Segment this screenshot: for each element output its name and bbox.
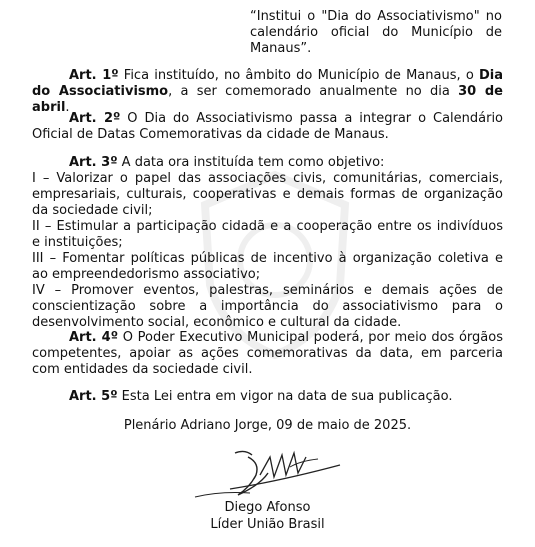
article-2-text: O Dia do Associativismo passa a integrar o Calendário Oficial de Datas Comemorativas da cidade de Manaus. — [32, 111, 504, 142]
article-3-item: IV – Promover eventos, palestras, seminários e demais ações de conscientização sobre a importância do associativismo para o desenvolvimento social, econômico e cultural da cidade. — [32, 283, 503, 330]
article-1-text-a: Fica instituído, no âmbito do Município de Manaus, o — [118, 68, 479, 83]
handwritten-signature-icon — [190, 445, 350, 505]
article-1 — [32, 68, 503, 116]
article-4-label: Art. 4º — [69, 330, 119, 345]
article-1-date: 30 de abril — [32, 84, 503, 115]
bill-summary: “Institui o "Dia do Associativismo" no calendário oficial do Município de Manaus”. — [250, 9, 502, 56]
article-1-text-c: . — [65, 100, 70, 115]
article-1-label: Art. 1º — [69, 68, 119, 83]
article-4 — [32, 330, 503, 378]
article-3-item: II – Estimular a participação cidadã e a cooperação entre os indivíduos e instituições; — [32, 219, 503, 250]
article-3 — [32, 155, 503, 331]
article-2-label: Art. 2º — [69, 111, 121, 126]
signer-role: Líder União Brasil — [210, 517, 325, 532]
article-3-text: A data ora instituída tem como objetivo: — [117, 155, 385, 170]
article-3-label: Art. 3º — [69, 155, 118, 170]
article-3-intro — [32, 155, 503, 171]
article-5-label: Art. 5º — [69, 389, 118, 404]
article-5 — [32, 389, 503, 405]
signer-name: Diego Afonso — [224, 500, 311, 515]
article-3-item: I – Valorizar o papel das associações civis, comunitárias, comerciais, empresariais, culturais, cooperativas e demais formas de organização da sociedade civil; — [32, 171, 503, 218]
article-1-text-b: , a ser comemorado anualmente no dia — [168, 84, 459, 99]
article-2 — [32, 111, 503, 143]
place-and-date: Plenário Adriano Jorge, 09 de maio de 2025. — [123, 418, 412, 433]
article-1-highlight: Dia do Associativismo — [32, 68, 503, 99]
article-4-text: O Poder Executivo Municipal poderá, por meio dos órgãos competentes, apoiar as ações comemorativas da data, em parceria com entidades da sociedade civil. — [32, 330, 503, 377]
article-3-item: III – Fomentar políticas públicas de incentivo à organização coletiva e ao empreendedorismo associativo; — [32, 251, 503, 282]
article-5-text: Esta Lei entra em vigor na data de sua publicação. — [117, 389, 453, 404]
